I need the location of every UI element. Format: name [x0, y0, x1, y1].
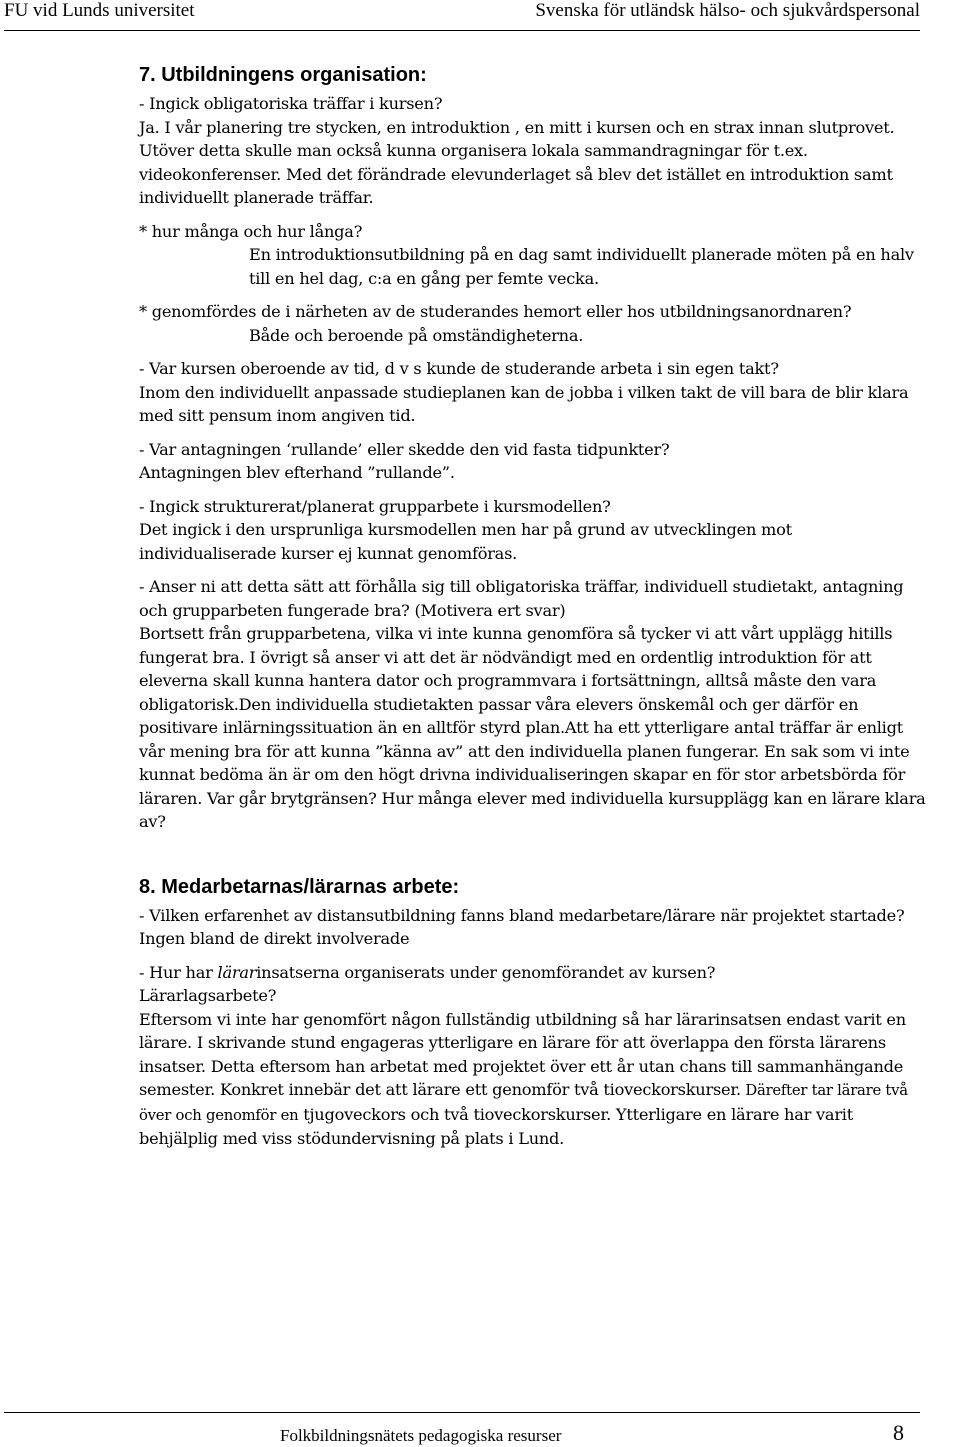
document-body	[139, 62, 929, 1151]
question-mandatory-meetings: - Ingick obligatoriska träffar i kursen?	[139, 94, 443, 113]
answer-experience: Ingen bland de direkt involverade	[139, 929, 410, 948]
answer-assessment: Bortsett från grupparbetena, vilka vi inte kunna genomföra så tycker vi att vårt upplägg hitills fungerat bra. I övrigt så anser vi att det är nödvändigt med en ordentlig introduktion för att eleverna skall kunna hantera dator och programmvara i fortsättningn, alltså måste den vara obligatorisk.Den individuella studietakten passar våra elevers önskemål och ger därför en positivare inlärningssituation än en alltför styrd plan.Att ha ett ytterligare antal träffar är enligt vår mening bra för att kunna ”känna av” att den individuella planen fungerar. En sak som vi inte kunnat bedöma än är om den högt drivna individualiseringen skapar en för stor arbetsbörda för läraren. Var går brytgränsen? Hur många elever med individuella kursupplägg kan en lärare klara av?	[139, 624, 926, 831]
footer-title: Folkbildningsnätets pedagogiska resurser	[280, 1426, 562, 1445]
question-experience: - Vilken erfarenhet av distansutbildning fanns bland medarbetare/lärare när projektet startade?	[139, 905, 905, 925]
question-group-work: - Ingick strukturerat/planerat grupparbete i kursmodellen?	[139, 496, 611, 516]
question-teacher-organisation: - Hur har lärarinsatserna organiserats under genomförandet av kursen?	[139, 962, 716, 982]
answer-team-work: Eftersom vi inte har genomfört någon fullständig utbildning så har lärarinsatsen endast varit en lärare. I skrivande stund engageras ytterligare en lärare för att överlappa den första lärarens insatser. Detta eftersom han arbetat med projektet över ett år utan chans till sammanhängande semester. Konkret innebär det att lärare ett genomför två tioveckorskurser. Därefter tar lärare två över och genomför en tjugoveckors och två tioveckorskurser. Ytterligare en lärare har varit behjälplig med viss stödundervisning på plats i Lund.	[139, 1009, 908, 1148]
page-header	[0, 0, 960, 30]
header-left: FU vid Lunds universitet	[4, 0, 195, 21]
section-8-heading: 8. Medarbetarnas/lärarnas arbete:	[139, 875, 460, 898]
question-assessment: - Anser ni att detta sätt att förhålla sig till obligatoriska träffar, individuell studietakt, antagning och grupparbeten fungerade bra? (Motivera ert svar)	[139, 577, 904, 620]
answer-mandatory-meetings: Ja. I vår planering tre stycken, en introduktion , en mitt i kursen och en strax innan slutprovet. Utöver detta skulle man också kunna organisera lokala sammandragningar för t.ex. videokonferenser. Med det förändrade elevunderlaget så blev det istället en introduktion samt individuellt planerade träffar.	[139, 117, 895, 207]
page-number: 8	[893, 1420, 904, 1445]
answer-group-work: Det ingick i den ursprunliga kursmodellen men har på grund av utvecklingen mot individualiserade kurser ej kunnat genomföras.	[139, 520, 792, 563]
answer-admission: Antagningen blev efterhand ”rullande”.	[139, 463, 455, 482]
header-divider	[4, 30, 920, 31]
answer-how-many: En introduktionsutbildning på en dag samt individuellt planerade möten på en halv till en hel dag, c:a en gång per femte vecka.	[249, 245, 914, 288]
question-how-many: * hur många och hur långa?	[139, 221, 363, 241]
answer-pace: Inom den individuellt anpassade studieplanen kan de jobba i vilken takt de vill bara de blir klara med sitt pensum inom angiven tid.	[139, 382, 909, 425]
section-7-heading: 7. Utbildningens organisation:	[139, 64, 427, 86]
footer-divider	[4, 1412, 920, 1413]
question-team-work: Lärarlagsarbete?	[139, 986, 277, 1005]
header-right: Svenska för utländsk hälso- och sjukvårdspersonal	[535, 0, 920, 21]
question-admission: - Var antagningen ‘rullande’ eller skedde den vid fasta tidpunkter?	[139, 439, 670, 459]
answer-where: Både och beroende på omständigheterna.	[249, 325, 584, 345]
question-pace: - Var kursen oberoende av tid, d v s kunde de studerande arbeta i sin egen takt?	[139, 359, 779, 378]
question-where: * genomfördes de i närheten av de studerandes hemort eller hos utbildningsanordnaren?	[139, 302, 852, 321]
